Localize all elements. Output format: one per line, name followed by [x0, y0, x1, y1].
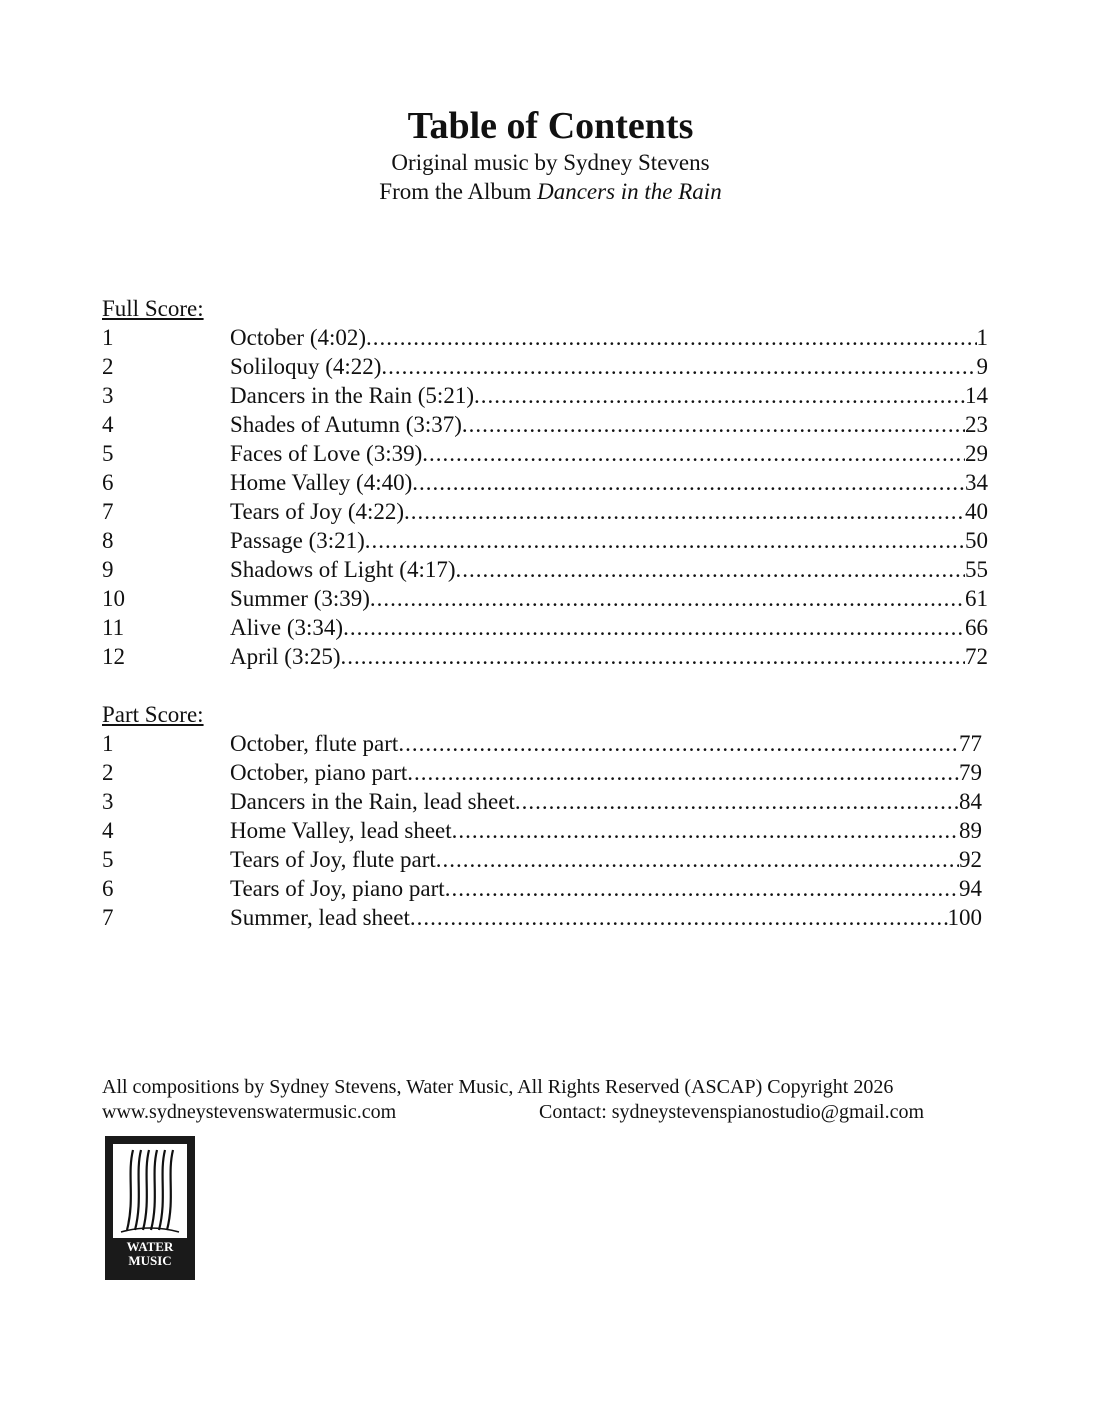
entry-page-number: 55	[965, 557, 988, 582]
full-score-heading: Full Score:	[102, 296, 204, 321]
entry-page-number: 77	[959, 731, 982, 756]
full-score-entry[interactable]	[102, 410, 988, 439]
dot-leader	[370, 584, 965, 613]
entry-number: 12	[102, 644, 125, 669]
dot-leader	[407, 758, 959, 787]
full-score-list	[102, 323, 988, 671]
entry-page-number: 14	[965, 383, 988, 408]
entry-number: 6	[102, 876, 114, 901]
entry-title: Shades of Autumn (3:37)	[230, 412, 462, 437]
logo-text-line2: MUSIC	[128, 1253, 172, 1268]
entry-number: 3	[102, 789, 114, 814]
dot-leader	[412, 468, 965, 497]
entry-number: 1	[102, 731, 114, 756]
entry-number: 6	[102, 470, 114, 495]
full-score-entry[interactable]	[102, 584, 988, 613]
waterfall-graphic	[113, 1144, 187, 1238]
part-score-entry[interactable]	[102, 816, 982, 845]
dot-leader	[456, 555, 965, 584]
subtitle-composer: Original music by Sydney Stevens	[391, 150, 710, 175]
full-score-entry[interactable]	[102, 497, 988, 526]
copyright-line: All compositions by Sydney Stevens, Water Music, All Rights Reserved (ASCAP) Copyright 2026	[102, 1076, 894, 1098]
part-score-entry[interactable]	[102, 845, 982, 874]
entry-title: Faces of Love (3:39)	[230, 441, 423, 466]
part-score-list	[102, 729, 982, 932]
entry-title: Home Valley (4:40)	[230, 470, 413, 495]
entry-title: Summer (3:39)	[230, 586, 370, 611]
entry-page-number: 29	[965, 441, 988, 466]
entry-page-number: 34	[965, 470, 988, 495]
dot-leader	[381, 352, 976, 381]
full-score-entry[interactable]	[102, 555, 988, 584]
dot-leader	[343, 613, 965, 642]
dot-leader	[462, 410, 965, 439]
entry-title: Shadows of Light (4:17)	[230, 557, 456, 582]
entry-title: Home Valley, lead sheet	[230, 818, 452, 843]
album-prefix: From the Album	[379, 179, 538, 204]
entry-number: 8	[102, 528, 114, 553]
page-title: Table of Contents	[407, 105, 694, 147]
entry-number: 11	[102, 615, 125, 640]
entry-number: 9	[102, 557, 114, 582]
dot-leader	[445, 874, 959, 903]
water-music-logo	[105, 1136, 195, 1280]
entry-title: Tears of Joy (4:22)	[230, 499, 405, 524]
entry-title: Soliloquy (4:22)	[230, 354, 382, 379]
entry-page-number: 84	[959, 789, 982, 814]
entry-page-number: 50	[965, 528, 988, 553]
logo-text-line1: WATER	[126, 1239, 174, 1254]
full-score-entry[interactable]	[102, 613, 988, 642]
entry-number: 10	[102, 586, 125, 611]
logo-text	[105, 1240, 195, 1268]
entry-page-number: 94	[959, 876, 982, 901]
full-score-entry[interactable]	[102, 468, 988, 497]
entry-number: 4	[102, 818, 114, 843]
full-score-entry[interactable]	[102, 642, 988, 671]
entry-page-number: 79	[959, 760, 982, 785]
entry-number: 7	[102, 499, 114, 524]
entry-title: April (3:25)	[230, 644, 341, 669]
entry-page-number: 89	[959, 818, 982, 843]
dot-leader	[366, 323, 976, 352]
dot-leader	[398, 729, 959, 758]
entry-number: 1	[102, 325, 114, 350]
dot-leader	[341, 642, 965, 671]
entry-title: October, flute part	[230, 731, 399, 756]
entry-number: 5	[102, 847, 114, 872]
entry-page-number: 1	[976, 325, 988, 350]
part-score-entry[interactable]	[102, 758, 982, 787]
contact-email[interactable]: Contact: sydneystevenspianostudio@gmail.com	[539, 1101, 925, 1123]
part-score-entry[interactable]	[102, 787, 982, 816]
full-score-entry[interactable]	[102, 526, 988, 555]
entry-page-number: 23	[965, 412, 988, 437]
entry-page-number: 100	[947, 905, 982, 930]
entry-page-number: 9	[976, 354, 988, 379]
entry-number: 2	[102, 760, 114, 785]
entry-page-number: 40	[965, 499, 988, 524]
entry-number: 7	[102, 905, 114, 930]
entry-title: Dancers in the Rain (5:21)	[230, 383, 474, 408]
entry-page-number: 66	[965, 615, 988, 640]
entry-title: Passage (3:21)	[230, 528, 365, 553]
entry-title: Summer, lead sheet	[230, 905, 410, 930]
full-score-entry[interactable]	[102, 352, 988, 381]
part-score-heading: Part Score:	[102, 702, 204, 727]
dot-leader	[410, 903, 948, 932]
document-header	[0, 104, 1101, 206]
entry-title: October, piano part	[230, 760, 408, 785]
entry-title: Tears of Joy, flute part	[230, 847, 436, 872]
dot-leader	[452, 816, 959, 845]
full-score-entry[interactable]	[102, 381, 988, 410]
full-score-entry[interactable]	[102, 323, 988, 352]
part-score-entry[interactable]	[102, 903, 982, 932]
full-score-entry[interactable]	[102, 439, 988, 468]
dot-leader	[474, 381, 965, 410]
dot-leader	[404, 497, 965, 526]
entry-number: 4	[102, 412, 114, 437]
dot-leader	[436, 845, 959, 874]
entry-number: 2	[102, 354, 114, 379]
entry-page-number: 72	[965, 644, 988, 669]
website-link[interactable]: www.sydneystevenswatermusic.com	[102, 1101, 397, 1123]
album-title: Dancers in the Rain	[537, 179, 722, 204]
part-score-entry[interactable]	[102, 874, 982, 903]
entry-title: Alive (3:34)	[230, 615, 344, 640]
entry-number: 3	[102, 383, 114, 408]
subtitle-album	[0, 177, 1101, 206]
footer	[102, 1075, 962, 1125]
entry-page-number: 61	[965, 586, 988, 611]
waterfall-icon	[113, 1144, 187, 1238]
entry-title: October (4:02)	[230, 325, 367, 350]
entry-page-number: 92	[959, 847, 982, 872]
dot-leader	[515, 787, 959, 816]
entry-number: 5	[102, 441, 114, 466]
dot-leader	[422, 439, 965, 468]
entry-title: Tears of Joy, piano part	[230, 876, 445, 901]
part-score-entry[interactable]	[102, 729, 982, 758]
entry-title: Dancers in the Rain, lead sheet	[230, 789, 515, 814]
dot-leader	[365, 526, 965, 555]
